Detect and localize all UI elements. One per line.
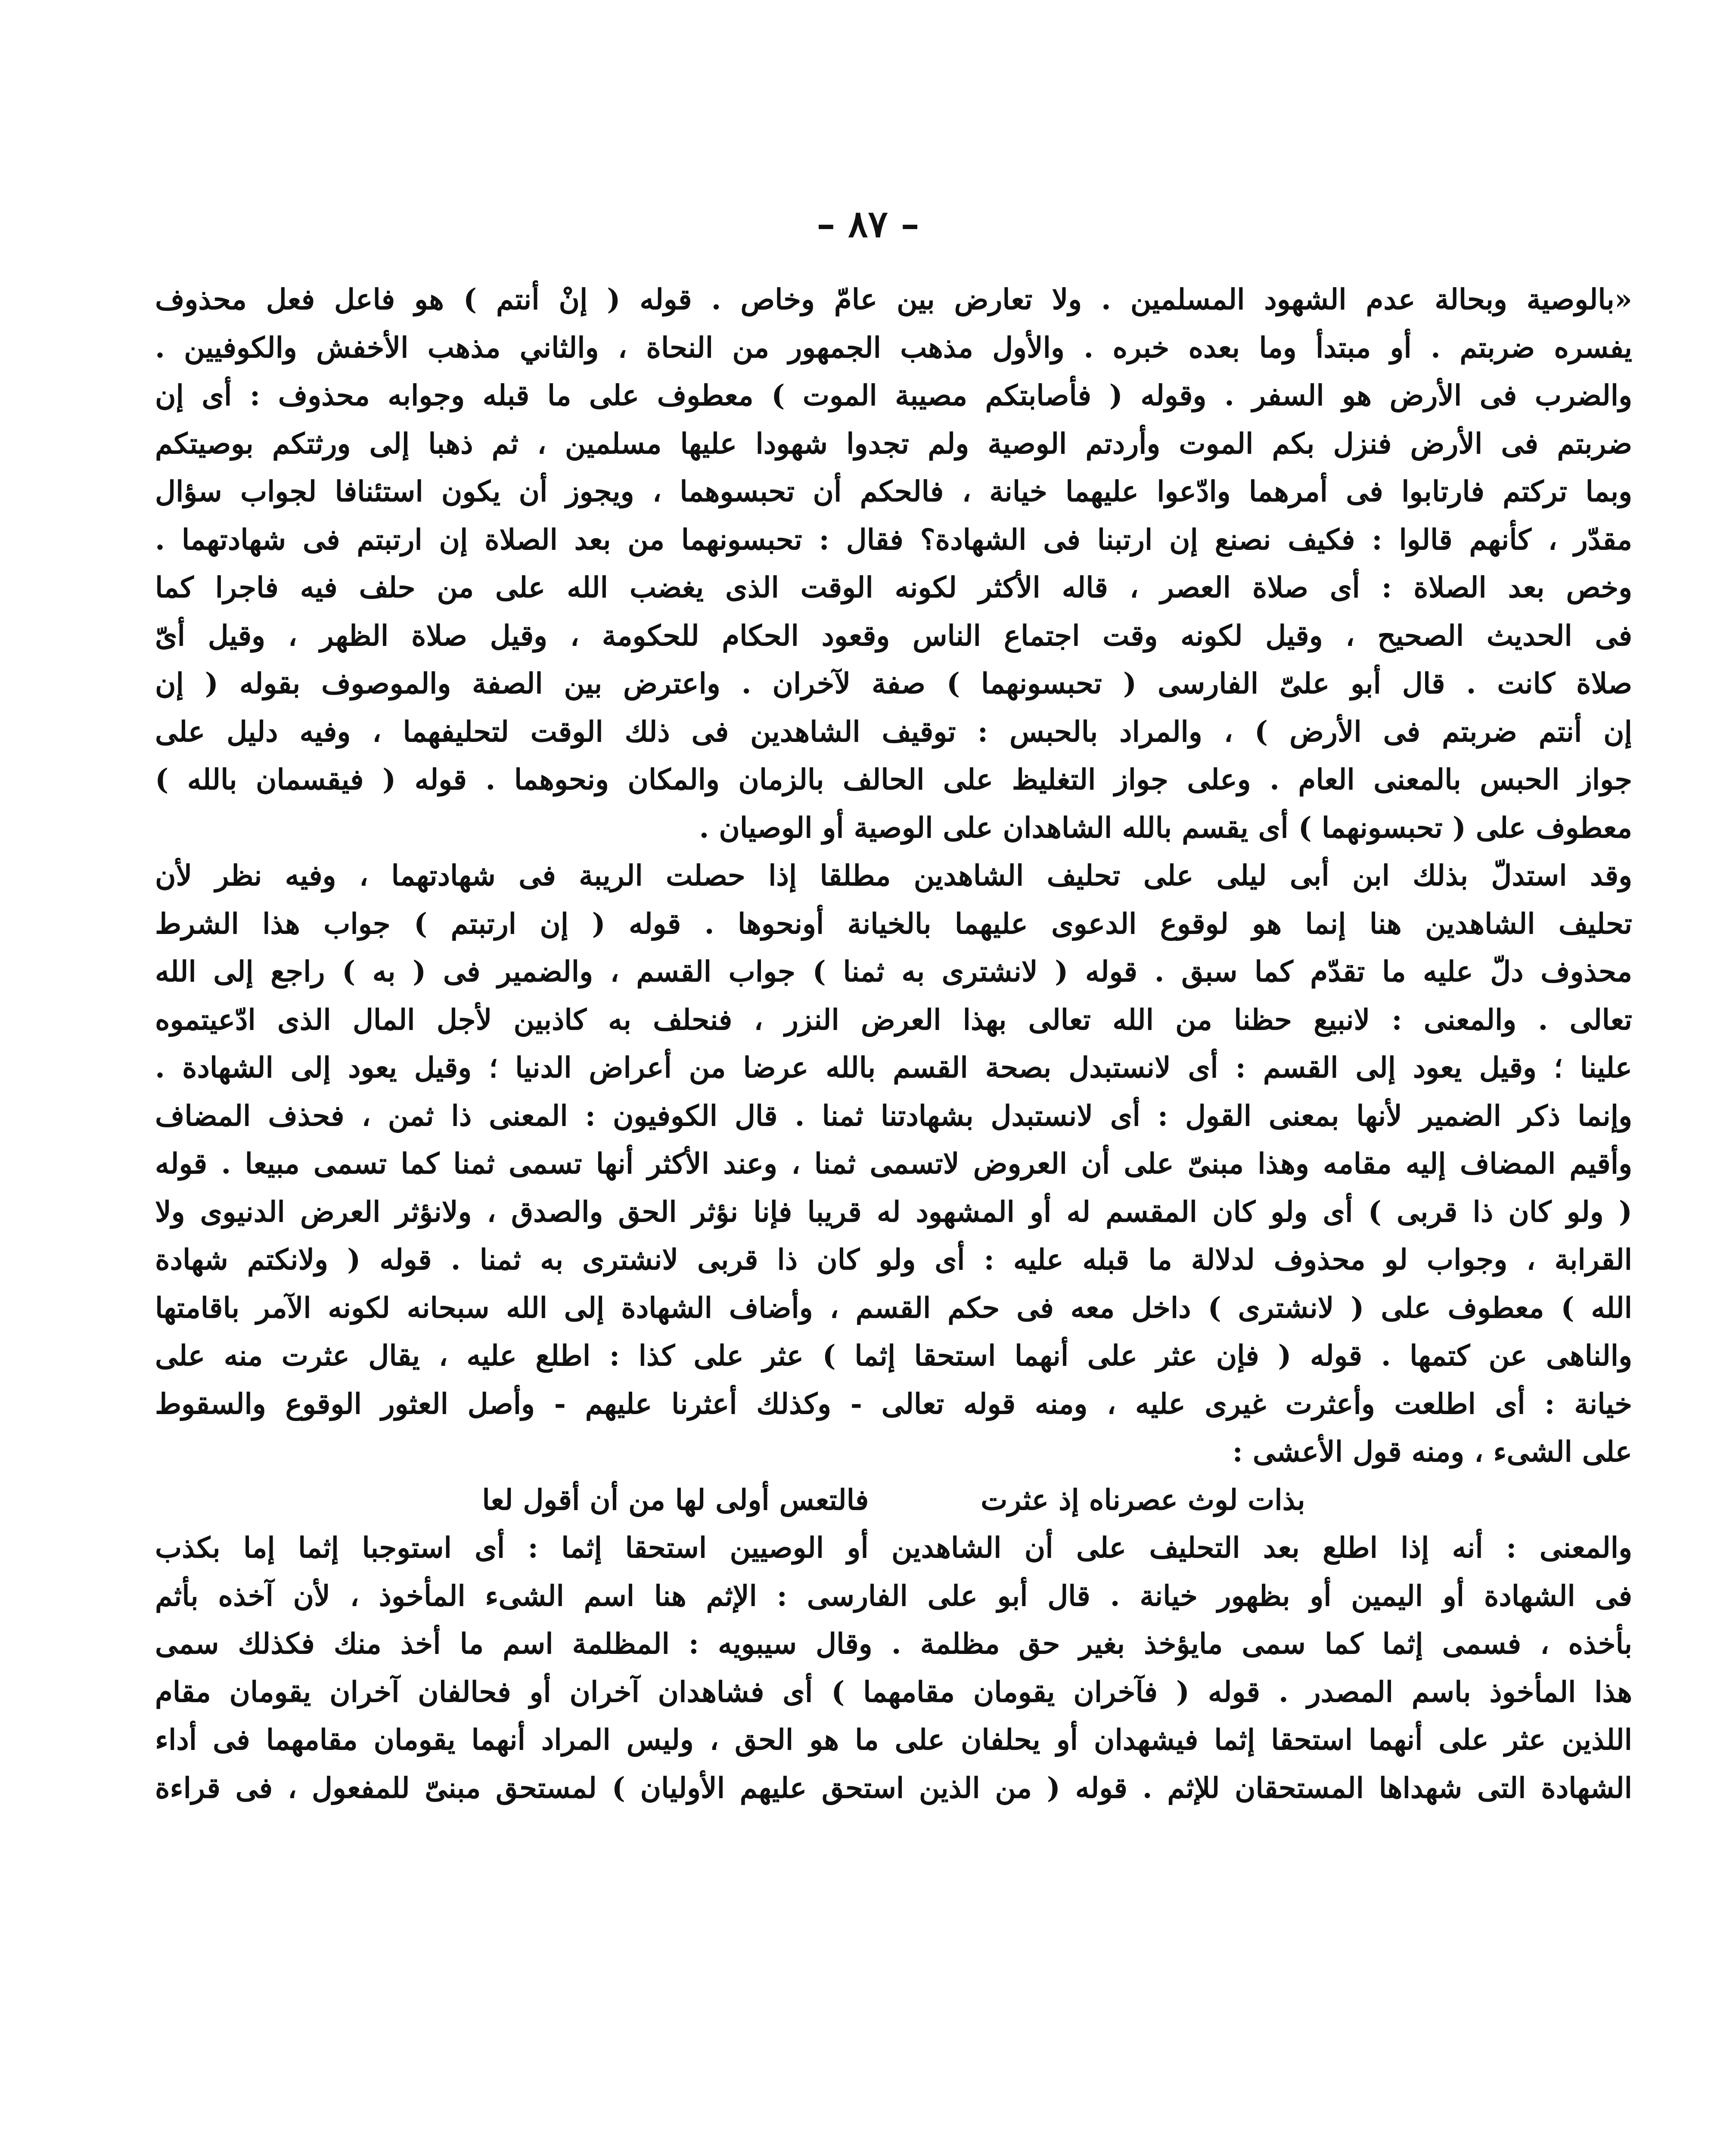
- text-line: تحليف الشاهدين هنا إنما هو لوقوع الدعوى عليهما بالخيانة أونحوها . قوله ( إن ارتبتم ) جواب هذا الشرط: [155, 906, 1632, 940]
- text-line: خيانة : أى اطلعت وأعثرت غيرى عليه ، ومنه قوله تعالى - وكذلك أعثرنا عليهم - وأصل العثور الوقوع والسقوط: [155, 1387, 1632, 1421]
- text-line: محذوف دلّ عليه ما تقدّم كما سبق . قوله ( لانشترى به ثمنا ) جواب القسم ، والضمير فى ( به ) راجع إلى الله: [155, 955, 1632, 988]
- text-line: هذا المأخوذ باسم المصدر . قوله ( فآخران يقومان مقامهما ) أى فشاهدان آخران أو فحالفان آخران يقومان مقام: [155, 1675, 1632, 1709]
- text-line: والناهى عن كتمها . قوله ( فإن عثر على أنهما استحقا إثما ) عثر على كذا : اطلع عليه ، يقال عثرت منه على: [155, 1339, 1632, 1372]
- verse-hemistich-right: بذات لوث عصرناه إذ عثرت: [981, 1483, 1305, 1517]
- text-line: بأخذه ، فسمى إثما كما سمى مايؤخذ بغير حق مظلمة . وقال سيبويه : المظلمة اسم ما أخذ منك فكذلك سمى: [155, 1627, 1632, 1660]
- text-line: ( ولو كان ذا قربى ) أى ولو كان المقسم له أو المشهود له قريبا فإنا نؤثر الحق والصدق ، ولانؤثر العرض الدنيوى ولا: [155, 1194, 1632, 1229]
- text-line: والضرب فى الأرض هو السفر . وقوله ( فأصابتكم مصيبة الموت ) معطوف على ما قبله وجوابه محذوف : أى إن: [155, 378, 1632, 412]
- text-line: جواز الحبس بالمعنى العام . وعلى جواز التغليظ على الحالف بالزمان والمكان ونحوهما . قوله ( فيقسمان بالله ): [155, 763, 1632, 796]
- text-line: وبما تركتم فارتابوا فى أمرهما وادّعوا عليهما خيانة ، فالحكم أن تحبسوهما ، ويجوز أن يكون استئنافا لجواب سؤال: [155, 475, 1632, 508]
- text-line: مقدّر ، كأنهم قالوا : فكيف نصنع إن ارتبنا فى الشهادة؟ فقال : تحبسونهما من بعد الصلاة إن ارتبتم فى شهادتهما .: [155, 522, 1632, 556]
- text-line: فى الحديث الصحيح ، وقيل لكونه وقت اجتماع الناس وقعود الحكام للحكومة ، وقيل صلاة الظهر ، وقيل أىّ: [155, 618, 1632, 652]
- page-number: – ٨٧ –: [817, 202, 919, 246]
- text-line: وقد استدلّ بذلك ابن أبى ليلى على تحليف الشاهدين مطلقا إذا حصلت الريبة فى شهادتهما ، وفيه نظر لأن: [155, 859, 1632, 892]
- body-text: [155, 276, 1632, 1812]
- text-line: تعالى . والمعنى : لانبيع حظنا من الله تعالى بهذا العرض النزر ، فنحلف به كاذبين لأجل المال الذى ادّعيتموه: [155, 1002, 1632, 1036]
- text-line: اللذين عثر على أنهما استحقا إثما فيشهدان أو يحلفان على ما هو الحق ، وليس المراد أنهما يقومان مقامهما فى أداء: [155, 1723, 1632, 1756]
- text-line: الله ) معطوف على ( لانشترى ) داخل معه فى حكم القسم ، وأضاف الشهادة إلى الله سبحانه لكونه الآمر باقامتها: [155, 1291, 1632, 1325]
- text-line: وإنما ذكر الضمير لأنها بمعنى القول : أى لانستبدل بشهادتنا ثمنا . قال الكوفيون : المعنى ذا ثمن ، فحذف المضاف: [155, 1098, 1632, 1132]
- text-line: القرابة ، وجواب لو محذوف لدلالة ما قبله عليه : أى ولو كان ذا قربى لانشترى به ثمنا . قوله ( ولانكتم شهادة: [155, 1243, 1632, 1276]
- poetry-verse: [155, 1476, 1632, 1524]
- text-line: الشهادة التى شهداها المستحقان للإثم . قوله ( من الذين استحق عليهم الأوليان ) لمستحق مبنىّ للمفعول ، فى قراءة: [155, 1771, 1632, 1805]
- text-line: فى الشهادة أو اليمين أو بظهور خيانة . قال أبو على الفارسى : الإثم هنا اسم الشىء المأخوذ ، لأن آخذه بأثم: [155, 1579, 1632, 1613]
- verse-hemistich-left: فالتعس أولى لها من أن أقول لعا: [482, 1483, 869, 1517]
- text-line: ضربتم فى الأرض فنزل بكم الموت وأردتم الوصية ولم تجدوا شهودا عليها مسلمين ، ثم ذهبا إلى ورثتكم بوصيتكم: [155, 426, 1632, 460]
- text-line: والمعنى : أنه إذا اطلع بعد التحليف على أن الشاهدين أو الوصيين استحقا إثما : أى استوجبا إثما إما بكذب: [155, 1531, 1632, 1564]
- text-line: صلاة كانت . قال أبو علىّ الفارسى ( تحبسونهما ) صفة لآخران . واعترض بين الصفة والموصوف بقوله ( إن: [155, 667, 1632, 700]
- text-line: يفسره ضربتم . أو مبتدأ وما بعده خبره . والأول مذهب الجمهور من النحاة ، والثاني مذهب الأخفش والكوفيين .: [155, 330, 1632, 364]
- text-line: معطوف على ( تحبسونهما ) أى يقسم بالله الشاهدان على الوصية أو الوصيان .: [699, 810, 1632, 844]
- text-line: «بالوصية وبحالة عدم الشهود المسلمين . ولا تعارض بين عامّ وخاص . قوله ( إنْ أنتم ) هو فاعل فعل محذوف: [155, 282, 1632, 316]
- text-line: على الشىء ، ومنه قول الأعشى :: [1232, 1435, 1632, 1468]
- text-line: علينا ؛ وقيل يعود إلى القسم : أى لانستبدل بصحة القسم بالله عرضا من أعراض الدنيا ؛ وقيل يعود إلى الشهادة .: [155, 1051, 1632, 1084]
- text-line: وخص بعد الصلاة : أى صلاة العصر ، قاله الأكثر لكونه الوقت الذى يغضب الله على من حلف فيه فاجرا كما: [155, 571, 1632, 604]
- text-line: وأقيم المضاف إليه مقامه وهذا مبنىّ على أن العروض لاتسمى ثمنا ، وعند الأكثر أنها تسمى ثمنا كما تسمى مبيعا . قوله: [155, 1147, 1632, 1180]
- text-line: إن أنتم ضربتم فى الأرض ) ، والمراد بالحبس : توقيف الشاهدين فى ذلك الوقت لتحليفهما ، وفيه دليل على: [155, 714, 1632, 748]
